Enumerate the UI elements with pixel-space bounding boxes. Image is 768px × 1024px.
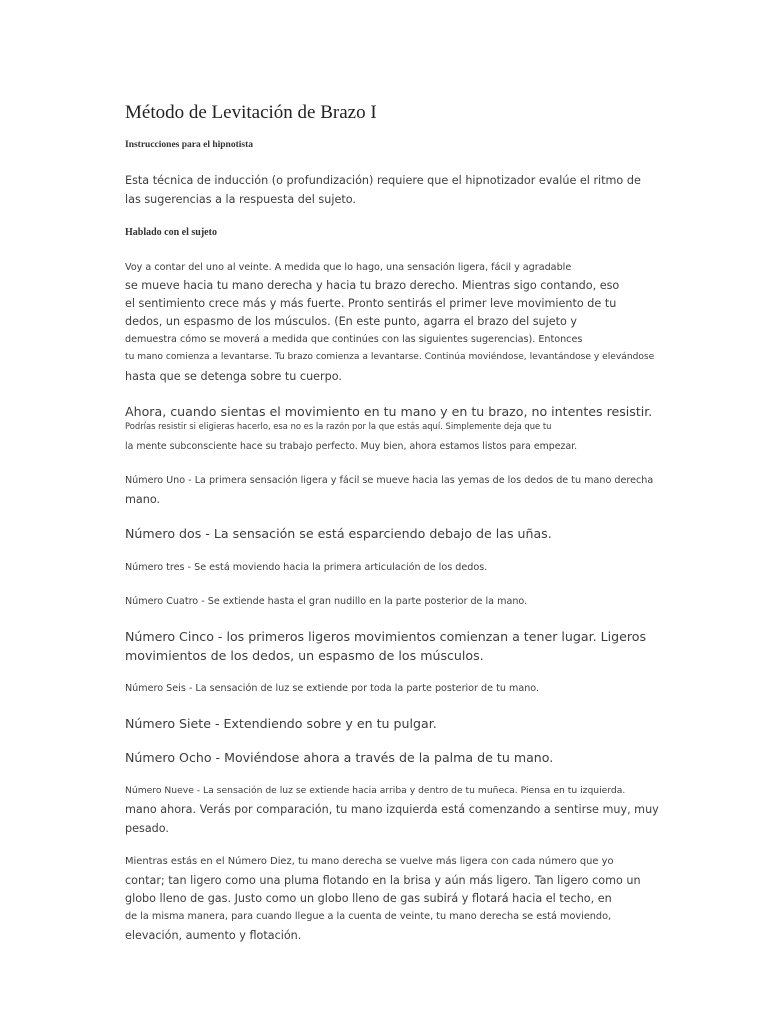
paragraph-line: Podrías resistir si eligieras hacerlo, esa no es la razón por la que estás aquí. Simplemente deja que tu [125,421,552,431]
page-title: Método de Levitación de Brazo I [125,102,377,123]
count-line: Número Cinco - los primeros ligeros movimientos comienzan a tener lugar. Ligeros [125,629,647,644]
paragraph-line: demuestra cómo se moverá a medida que continúes con las siguientes sugerencias). Entonces [125,334,583,345]
count-line: Número Siete - Extendiendo sobre y en tu pulgar. [125,716,437,731]
count-line: Número Ocho - Moviéndose ahora a través de la palma de tu mano. [125,750,554,765]
count-line: Número tres - Se está moviendo hacia la primera articulación de los dedos. [125,562,488,573]
count-line: Número Nueve - La sensación de luz se extiende hacia arriba y dentro de tu muñeca. Piensa en tu izquierda. [125,785,626,796]
count-line: contar; tan ligero como una pluma flotando en la brisa y aún más ligero. Tan ligero como un [125,874,641,887]
intro-line: las sugerencias a la respuesta del sujeto. [125,193,356,206]
paragraph-line: el sentimiento crece más y más fuerte. Pronto sentirás el primer leve movimiento de tu [125,297,617,310]
intro-line: Esta técnica de inducción (o profundización) requiere que el hipnotizador evalúe el ritmo de [125,174,641,187]
paragraph-line: Voy a contar del uno al veinte. A medida que lo hago, una sensación ligera, fácil y agradable [125,262,572,273]
count-line: Número dos - La sensación se está esparciendo debajo de las uñas. [125,526,552,541]
paragraph-line: dedos, un espasmo de los músculos. (En este punto, agarra el brazo del sujeto y [125,315,578,328]
paragraph-line: tu mano comienza a levantarse. Tu brazo comienza a levantarse. Continúa moviéndose, levantándose y elevándose [125,352,655,362]
count-line: mano. [125,493,161,506]
paragraph-line: Ahora, cuando sientas el movimiento en tu mano y en tu brazo, no intentes resistir. [125,404,653,419]
count-line: mano ahora. Verás por comparación, tu mano izquierda está comenzando a sentirse muy, muy [125,803,659,816]
paragraph-line: la mente subconsciente hace su trabajo perfecto. Muy bien, ahora estamos listos para empezar. [125,441,578,452]
count-line: pesado. [125,822,169,835]
paragraph-line: hasta que se detenga sobre tu cuerpo. [125,370,342,383]
count-line: Número Cuatro - Se extiende hasta el gran nudillo en la parte posterior de la mano. [125,596,528,607]
count-line: Número Uno - La primera sensación ligera y fácil se mueve hacia las yemas de los dedos de tu mano derecha [125,475,654,486]
count-line: movimientos de los dedos, un espasmo de los músculos. [125,648,484,663]
count-line: globo lleno de gas. Justo como un globo lleno de gas subirá y flotará hacia el techo, en [125,892,612,905]
count-line: elevación, aumento y flotación. [125,929,302,942]
paragraph-line: se mueve hacia tu mano derecha y hacia tu brazo derecho. Mientras sigo contando, eso [125,279,620,292]
count-line: Número Seis - La sensación de luz se extiende por toda la parte posterior de tu mano. [125,683,540,694]
section-heading-spoken: Hablado con el sujeto [125,227,217,238]
section-heading-instructions: Instrucciones para el hipnotista [125,140,253,150]
count-line: de la misma manera, para cuando llegue a la cuenta de veinte, tu mano derecha se está moviendo, [125,911,612,922]
count-line: Mientras estás en el Número Diez, tu mano derecha se vuelve más ligera con cada número que yo [125,856,614,867]
